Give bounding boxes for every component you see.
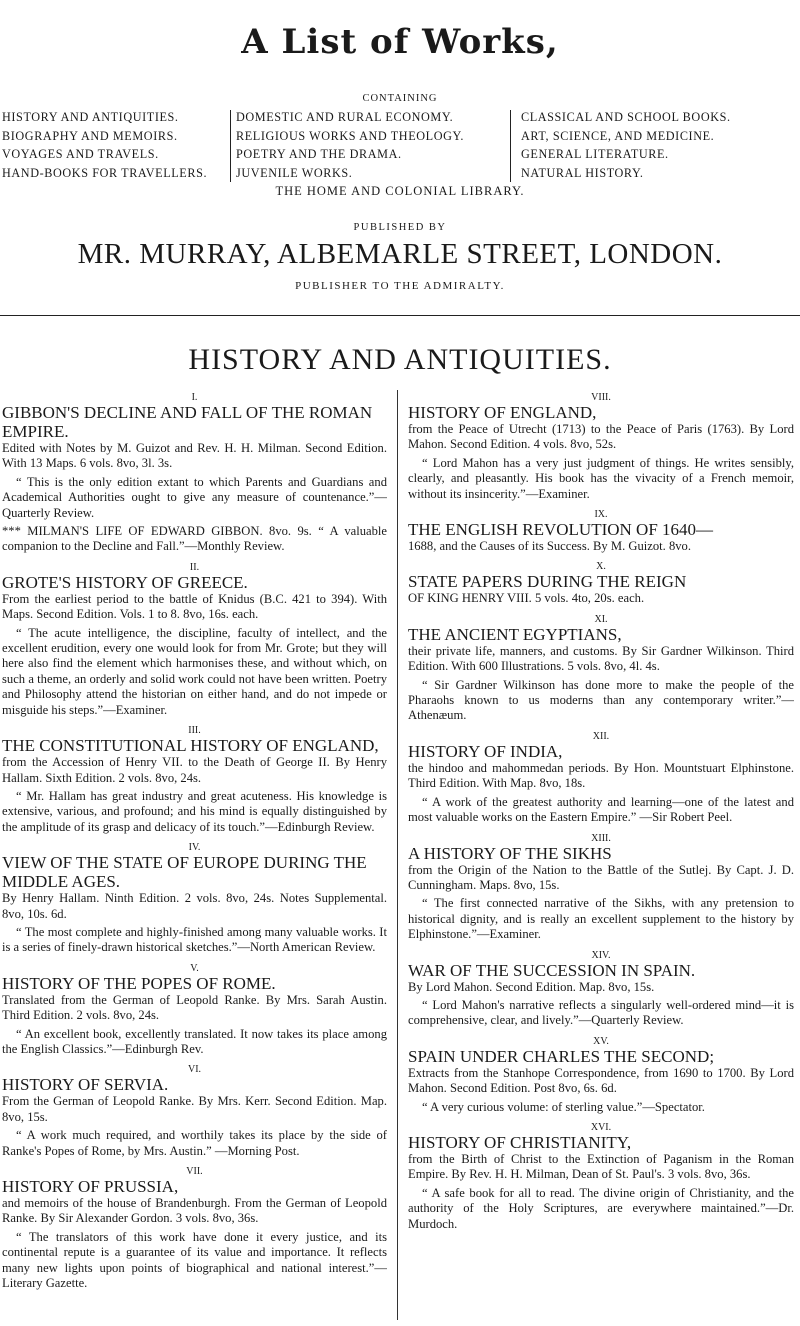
category-item: BIOGRAPHY AND MEMOIRS. xyxy=(2,128,178,143)
entry-title: HISTORY OF PRUSSIA, xyxy=(2,1177,179,1196)
entry-extra: *** MILMAN'S LIFE OF EDWARD GIBBON. 8vo. 9s. “ A valuable companion to the Decline and Fall.”—Monthly Review. xyxy=(2,524,387,554)
entry-number: VIII. xyxy=(591,392,611,403)
category-item: CLASSICAL AND SCHOOL BOOKS. xyxy=(521,110,731,124)
category-item: POETRY AND THE DRAMA. xyxy=(236,147,402,161)
entry-detail: from the Birth of Christ to the Extinction of Paganism in the Roman Empire. By Rev. H. H. Milman, Dean of St. Paul's. 3 vols. 8vo, 36s. xyxy=(408,1151,794,1182)
category-item: VOYAGES AND TRAVELS. xyxy=(2,147,159,161)
book-entry xyxy=(408,561,794,606)
book-entry xyxy=(2,842,387,956)
entry-quote: “ A work of the greatest authority and learning—one of the latest and most valuable works on the Eastern Empire.” —Sir Robert Peel. xyxy=(408,794,794,825)
entry-number: VI. xyxy=(187,1064,202,1076)
section-title: HISTORY AND ANTIQUITIES. xyxy=(188,343,612,376)
entry-detail: From the German of Leopold Ranke. By Mrs. Kerr. Second Edition. Map. 8vo, 15s. xyxy=(2,1094,387,1124)
entry-detail: from the Peace of Utrecht (1713) to the Peace of Paris (1763). By Lord Mahon. Second Edition. 4 vols. 8vo, 52s. xyxy=(408,422,794,452)
category-item: RELIGIOUS WORKS AND THEOLOGY. xyxy=(236,128,464,143)
page-title: A List of Works, xyxy=(241,22,559,62)
entry-title: HISTORY OF ENGLAND, xyxy=(408,403,597,422)
category-item: NATURAL HISTORY. xyxy=(521,165,644,180)
category-divider xyxy=(230,110,231,182)
right-column xyxy=(408,392,794,1239)
entry-quote: “ Lord Mahon has a very just judgment of things. He writes sensibly, clearly, and pleasantly. His book has the vivacity of a French memoir, without its insincerity.”—Examiner. xyxy=(408,455,794,501)
entry-quote: “ The first connected narrative of the Sikhs, with any pretension to historical dignity, and is really an excellent supplement to the history by Elphinstone.”—Examiner. xyxy=(408,896,794,942)
entry-number: IX. xyxy=(594,509,608,521)
entry-detail: from the Accession of Henry VII. to the Death of George II. By Henry Hallam. Sixth Edition. 2 vols. 8vo, 24s. xyxy=(2,755,387,785)
entry-title: THE CONSTITUTIONAL HISTORY OF ENGLAND, xyxy=(2,736,379,756)
entry-number: V. xyxy=(190,962,199,974)
book-entry xyxy=(408,614,794,724)
category-item: HAND-BOOKS FOR TRAVELLERS. xyxy=(2,165,208,180)
book-entry xyxy=(408,392,794,502)
publisher-to-line: PUBLISHER TO THE ADMIRALTY. xyxy=(295,280,505,292)
entry-number: XIV. xyxy=(591,949,611,961)
entry-title: GROTE'S HISTORY OF GREECE. xyxy=(2,572,248,592)
entry-title: HISTORY OF CHRISTIANITY, xyxy=(408,1132,632,1152)
entry-quote: “ A very curious volume: of sterling value.”—Spectator. xyxy=(422,1099,705,1114)
category-item: ART, SCIENCE, AND MEDICINE. xyxy=(521,128,715,143)
category-divider xyxy=(510,110,511,182)
entry-quote: “ The translators of this work have done it every justice, and its continental repute is a guarantee of its value and importance. It reflects many new lights upon points of biographical and national interest.”—Literary Gazette. xyxy=(2,1229,387,1291)
entry-detail: From the earliest period to the battle of Knidus (B.C. 421 to 394). With Maps. Second Edition. Vols. 1 to 8. 8vo, 16s. each. xyxy=(2,591,387,622)
book-entry xyxy=(2,562,387,718)
book-entry xyxy=(2,963,387,1058)
entry-number: IV. xyxy=(188,842,201,854)
entry-quote: “ The acute intelligence, the discipline, faculty of intellect, and the excellent erudition, every one would look for from Mr. Grote; but they will here also find the element which harmonises these, and without which, on such a theme, an orderly and solid work could not have been written. Poetry and Philosophy attend the historian on either hand, and do not impede or misguide his steps.”—Examiner. xyxy=(2,625,387,717)
book-entry xyxy=(408,833,794,943)
entry-quote: “ Mr. Hallam has great industry and great acuteness. His knowledge is extensive, various, and profound; and his mind is equally distinguished by the amplitude of its grasp and delicacy of its touch.”—Edinburgh Review. xyxy=(2,788,387,834)
entry-title: GIBBON'S DECLINE AND FALL OF THE ROMAN EMPIRE. xyxy=(2,403,373,441)
entry-number: XVI. xyxy=(590,1121,612,1133)
column-divider xyxy=(397,390,398,1320)
entry-detail: Extracts from the Stanhope Correspondence, from 1690 to 1700. By Lord Mahon. Second Edition. Post 8vo, 6s. 6d. xyxy=(408,1065,794,1096)
category-item: HISTORY AND ANTIQUITIES. xyxy=(2,110,179,124)
published-by-label: PUBLISHED BY xyxy=(353,222,447,233)
entry-title: HISTORY OF INDIA, xyxy=(408,741,563,761)
entry-title: HISTORY OF THE POPES OF ROME. xyxy=(2,973,276,993)
entry-number: VII. xyxy=(186,1166,203,1177)
category-column-1 xyxy=(2,108,207,182)
entry-detail: the hindoo and mahommedan periods. By Hon. Mountstuart Elphinstone. Third Edition. With Map. 8vo, 18s. xyxy=(408,760,794,791)
entry-title: THE ENGLISH REVOLUTION OF 1640— xyxy=(408,520,714,540)
book-entry xyxy=(2,725,387,835)
left-column xyxy=(2,392,387,1298)
book-entry xyxy=(408,509,794,554)
category-column-2 xyxy=(236,108,464,182)
entry-detail: OF KING HENRY VIII. 5 vols. 4to, 20s. each. xyxy=(408,591,645,606)
entry-title: HISTORY OF SERVIA. xyxy=(2,1075,169,1095)
entry-detail: and memoirs of the house of Brandenburgh. From the German of Leopold Ranke. By Sir Alexander Gordon. 3 vols. 8vo, 36s. xyxy=(2,1196,387,1226)
entry-quote: “ The most complete and highly-finished among many valuable works. It is a series of finely-drawn historical sketches.”—North American Review. xyxy=(2,924,387,955)
entry-detail: Translated from the German of Leopold Ranke. By Mrs. Sarah Austin. Third Edition. 2 vols. 8vo, 24s. xyxy=(2,992,387,1023)
containing-label: CONTAINING xyxy=(362,93,438,104)
entry-quote: “ This is the only edition extant to which Parents and Guardians and Academical Authorities ought to give any measure of countenance.”—Quarterly Review. xyxy=(2,474,387,520)
entry-number: III. xyxy=(188,725,201,737)
category-item: GENERAL LITERATURE. xyxy=(521,147,669,161)
book-entry xyxy=(2,392,387,555)
entry-detail: By Henry Hallam. Ninth Edition. 2 vols. 8vo, 24s. Notes Supplemental. 8vo, 10s. 6d. xyxy=(2,891,387,921)
header-rule xyxy=(0,315,800,316)
entry-quote: “ A safe book for all to read. The divine origin of Christianity, and the authority of the Holy Scriptures, are everywhere maintained.”—Dr. Murdoch. xyxy=(408,1185,794,1231)
entry-title: A HISTORY OF THE SIKHS xyxy=(408,843,612,863)
book-entry xyxy=(2,1064,387,1159)
book-entry xyxy=(408,731,794,826)
entry-detail: Edited with Notes by M. Guizot and Rev. H. H. Milman. Second Edition. With 13 Maps. 6 vols. 8vo, 3l. 3s. xyxy=(2,441,387,471)
entry-number: I. xyxy=(191,392,198,403)
entry-title: VIEW OF THE STATE OF EUROPE DURING THE MIDDLE AGES. xyxy=(2,853,367,892)
entry-title: STATE PAPERS DURING THE REIGN xyxy=(408,572,687,592)
entry-title: WAR OF THE SUCCESSION IN SPAIN. xyxy=(408,960,696,980)
entry-detail: their private life, manners, and customs. By Sir Gardner Wilkinson. Third Edition. With 600 Illustrations. 5 vols. 8vo, 4l. 4s. xyxy=(408,643,794,674)
entry-quote: “ A work much required, and worthily takes its place by the side of Ranke's Popes of Rome, by Mrs. Austin.” —Morning Post. xyxy=(2,1128,387,1158)
entry-quote: “ Sir Gardner Wilkinson has done more to make the people of the Pharaohs known to us moderns than any contemporary writer.”—Athenæum. xyxy=(408,677,794,723)
entry-number: XIII. xyxy=(591,832,611,844)
book-entry xyxy=(408,1036,794,1115)
category-item: DOMESTIC AND RURAL ECONOMY. xyxy=(236,110,454,124)
entry-number: XV. xyxy=(593,1035,609,1047)
entry-number: XI. xyxy=(594,613,608,625)
entry-quote: “ An excellent book, excellently translated. It now takes its place among the English Classics.”—Edinburgh Rev. xyxy=(2,1026,387,1056)
book-entry xyxy=(408,950,794,1029)
category-item: JUVENILE WORKS. xyxy=(236,165,353,180)
entry-title: SPAIN UNDER CHARLES THE SECOND; xyxy=(408,1046,715,1066)
category-column-3 xyxy=(521,108,731,182)
entry-detail: from the Origin of the Nation to the Battle of the Sutlej. By Capt. J. D. Cunningham. Maps. 8vo, 15s. xyxy=(408,862,794,892)
entry-detail: By Lord Mahon. Second Edition. Map. 8vo, 15s. xyxy=(408,979,655,994)
entry-detail: 1688, and the Causes of its Success. By M. Guizot. 8vo. xyxy=(408,539,691,554)
home-library-line: THE HOME AND COLONIAL LIBRARY. xyxy=(275,184,525,198)
entry-number: XII. xyxy=(592,730,610,742)
entry-quote: “ Lord Mahon's narrative reflects a singularly well-ordered mind—it is comprehensive, clear, and lively.”—Quarterly Review. xyxy=(408,997,794,1028)
publisher-name: MR. MURRAY, ALBEMARLE STREET, LONDON. xyxy=(77,238,723,270)
entry-title: THE ANCIENT EGYPTIANS, xyxy=(408,624,622,644)
entry-number: II. xyxy=(189,561,200,573)
book-entry xyxy=(2,1166,387,1291)
entry-number: X. xyxy=(596,561,606,573)
book-entry xyxy=(408,1122,794,1232)
